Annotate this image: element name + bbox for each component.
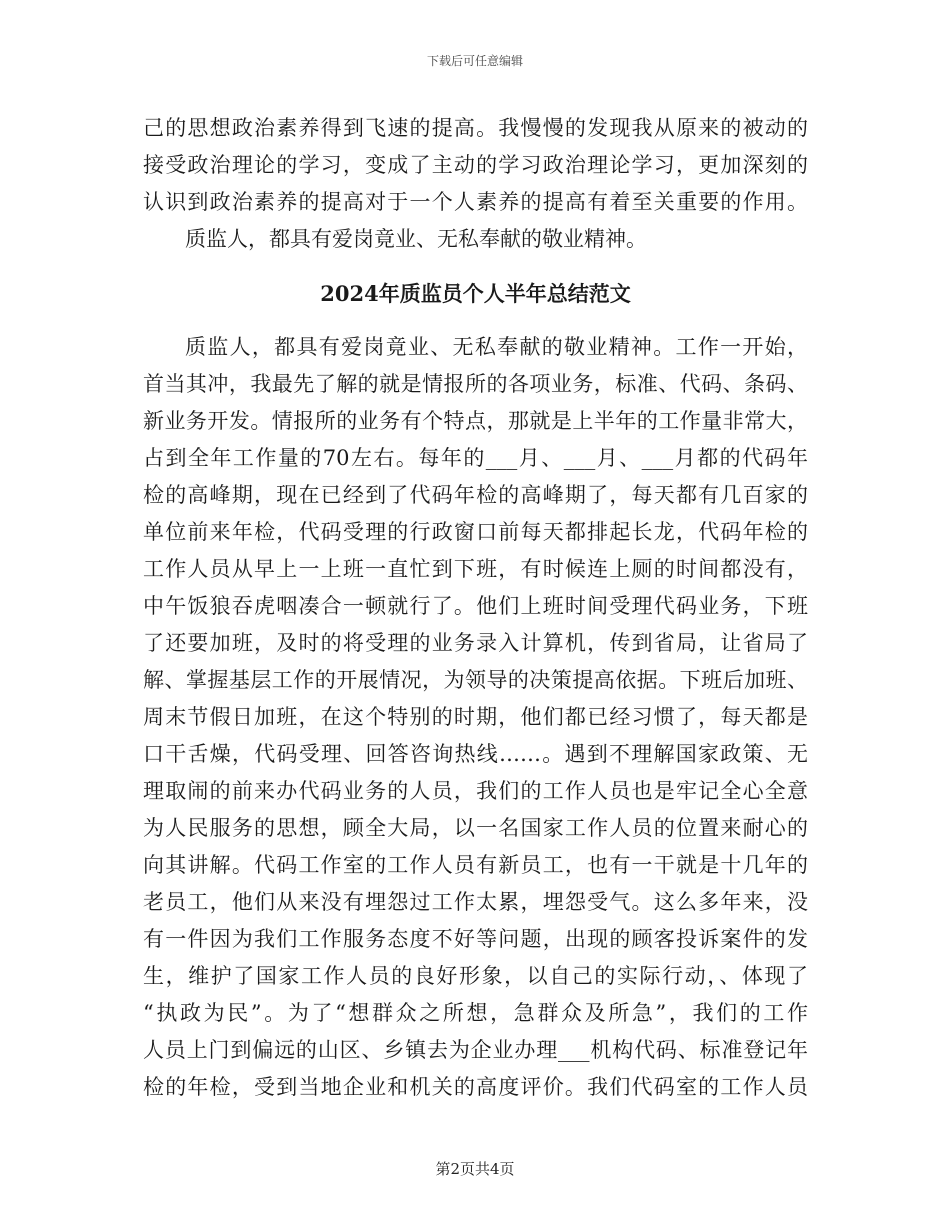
- text-line: 工作人员从早上一上班一直忙到下班，有时候连上厕的时间都没有，: [143, 557, 808, 581]
- text-line: 占到全年工作量的70左右。每年的___月、___月、___月都的代码年: [143, 446, 808, 470]
- text-line: 解、掌握基层工作的开展情况，为领导的决策提高依据。下班后加班、: [143, 668, 808, 692]
- text-line: 向其讲解。代码工作室的工作人员有新员工，也有一干就是十几年的: [143, 853, 808, 877]
- text-line: 检的高峰期，现在已经到了代码年检的高峰期了，每天都有几百家的: [143, 483, 808, 507]
- text-line: 理取闹的前来办代码业务的人员，我们的工作人员也是牢记全心全意: [143, 779, 808, 803]
- text-line: 接受政治理论的学习，变成了主动的学习政治理论学习，更加深刻的: [143, 153, 808, 177]
- text-line: 检的年检，受到当地企业和机关的高度评价。我们代码室的工作人员: [143, 1075, 808, 1099]
- text-line: 人员上门到偏远的山区、乡镇去为企业办理___机构代码、标准登记年: [143, 1038, 808, 1062]
- text-line: 了还要加班，及时的将受理的业务录入计算机，传到省局，让省局了: [143, 631, 808, 655]
- text-line: 质监人，都具有爱岗竟业、无私奉献的敬业精神。工作一开始，: [185, 335, 808, 359]
- text-line: 为人民服务的思想，顾全大局，以一名国家工作人员的位置来耐心的: [143, 816, 808, 840]
- text-line: 有一件因为我们工作服务态度不好等问题，出现的顾客投诉案件的发: [143, 927, 808, 951]
- text-line: “执政为民”。为了“想群众之所想，急群众及所急”，我们的工作: [143, 1001, 808, 1025]
- text-line: 单位前来年检，代码受理的行政窗口前每天都排起长龙，代码年检的: [143, 520, 808, 544]
- page-header: 下载后可任意编辑: [426, 54, 523, 68]
- continuation-paragraph: [143, 110, 808, 221]
- text-line: 中午饭狼吞虎咽凑合一顿就行了。他们上班时间受理代码业务，下班: [143, 594, 808, 618]
- text-line: 新业务开发。情报所的业务有个特点，那就是上半年的工作量非常大，: [143, 409, 808, 433]
- page-number: 第2页共4页: [435, 1160, 515, 1178]
- article-paragraph: [143, 329, 808, 1106]
- text-line: 己的思想政治素养得到飞速的提高。我慢慢的发现我从原来的被动的: [143, 116, 808, 140]
- text-line: 首当其冲，我最先了解的就是情报所的各项业务，标准、代码、条码、: [143, 372, 808, 396]
- document-body: [143, 110, 808, 1106]
- summary-paragraph: 质监人，都具有爱岗竟业、无私奉献的敬业精神。: [185, 227, 647, 251]
- text-line: 生，维护了国家工作人员的良好形象，以自己的实际行动，、体现了: [143, 964, 808, 988]
- text-line: 口干舌燥，代码受理、回答咨询热线……。遇到不理解国家政策、无: [143, 742, 808, 766]
- text-line: 认识到政治素养的提高对于一个人素养的提高有着至关重要的作用。: [143, 190, 808, 214]
- text-line: 周末节假日加班，在这个特别的时期，他们都已经习惯了，每天都是: [143, 705, 808, 729]
- article-title: 2024年质监员个人半年总结范文: [320, 281, 631, 306]
- text-line: 老员工，他们从来没有埋怨过工作太累，埋怨受气。这么多年来，没: [143, 890, 808, 914]
